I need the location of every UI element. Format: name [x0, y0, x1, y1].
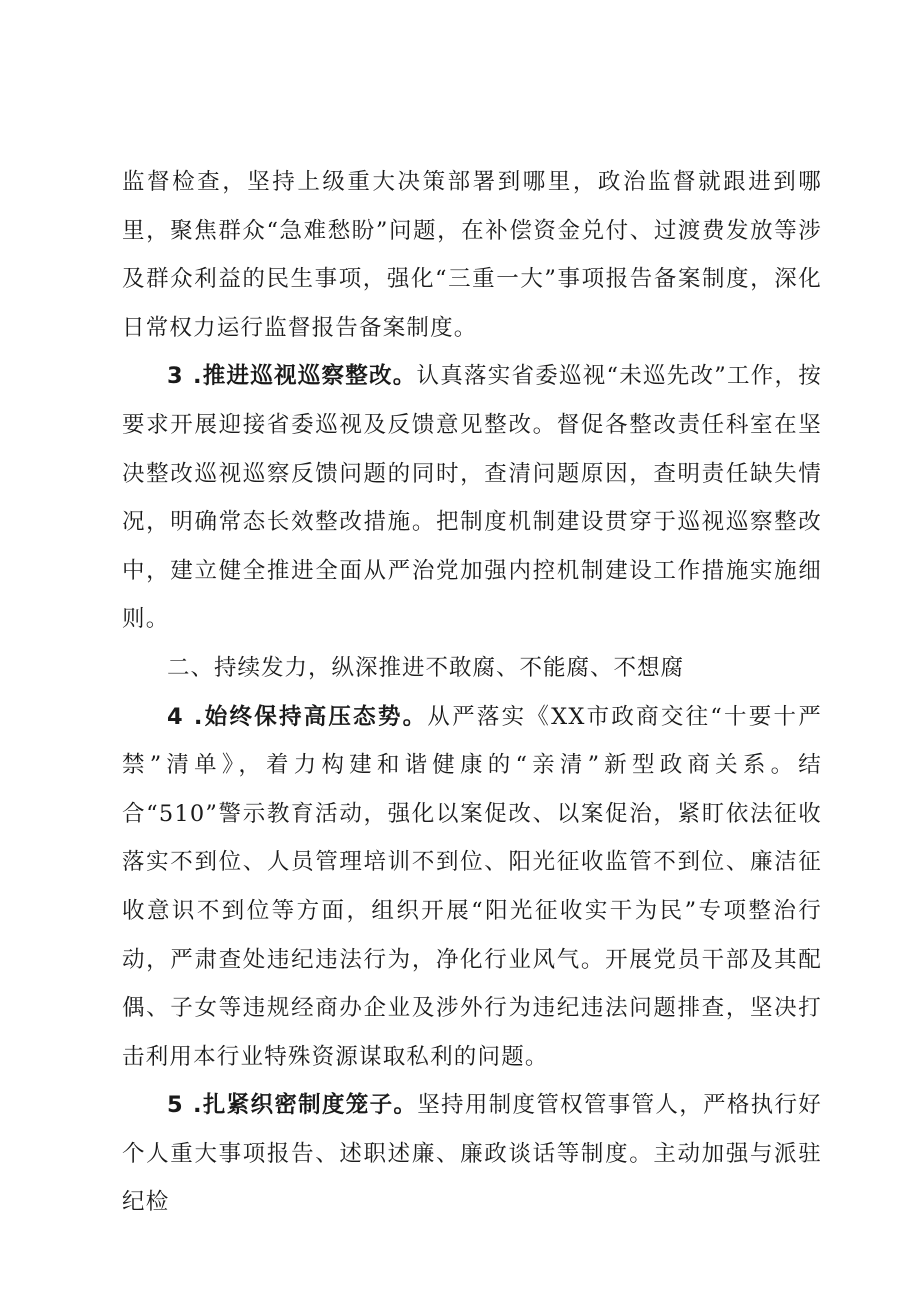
paragraph-supervision: 监督检查，坚持上级重大决策部署到哪里，政治监督就跟进到哪里，聚焦群众“急难愁盼”问题，在补偿资金兑付、过渡费发放等涉及群众利益的民生事项，强化“三重一大”事项报告备案制度，深化日常权力运行监督报告备案制度。 — [122, 169, 822, 341]
section-heading-2: 二、持续发力，纵深推进不敢腐、不能腐、不想腐 — [167, 654, 685, 681]
paragraph-item-5 — [122, 1081, 822, 1227]
item-5-body: 坚持用制度管权管事管人，严格执行好个人重大事项报告、述职述廉、廉政谈话等制度。主动加强与派驻纪检 — [122, 1092, 823, 1216]
paragraph-item-4 — [122, 693, 822, 1082]
paragraph-item-3 — [122, 352, 822, 644]
item-5-lead: 5 .扎紧织密制度笼子。 — [167, 1092, 418, 1119]
document-body — [122, 158, 822, 1227]
item-3-body: 认真落实省委巡视“未巡先改”工作，按要求开展迎接省委巡视及反馈意见整改。督促各整改责任科室在坚决整改巡视巡察反馈问题的同时，查清问题原因，查明责任缺失情况，明确常态长效整改措施。把制度机制建设贯穿于巡视巡察整改中，建立健全推进全面从严治党加强内控机制建设工作措施实施细则。 — [122, 363, 823, 633]
item-4-lead: 4 .始终保持高压态势。 — [167, 703, 428, 730]
item-3-lead: 3 .推进巡视巡察整改。 — [167, 363, 417, 390]
item-4-body: 从严落实《XX市政商交往“十要十严禁”清单》，着力构建和谐健康的“亲清”新型政商关系。结合“510”警示教育活动，强化以案促改、以案促治，紧盯依法征收落实不到位、人员管理培训不到位、阳光征收监管不到位、廉洁征收意识不到位等方面，组织开展“阳光征收实干为民”专项整治行动，严肃查处违纪违法行为，净化行业风气。开展党员干部及其配偶、子女等违规经商办企业及涉外行为违纪违法问题排查，坚决打击利用本行业特殊资源谋取私利的问题。 — [122, 703, 822, 1070]
